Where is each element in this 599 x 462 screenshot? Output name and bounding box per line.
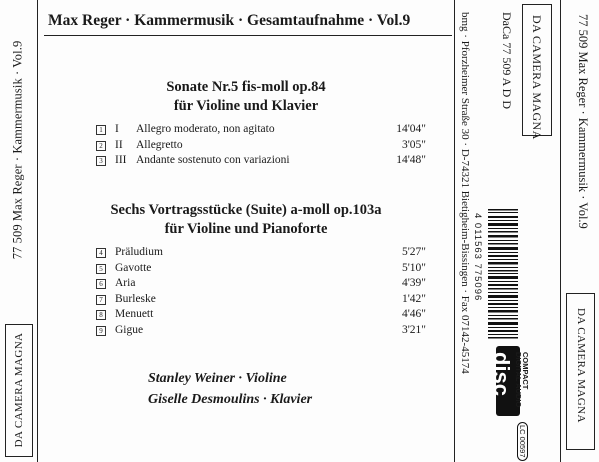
track-number-box: 8	[96, 310, 106, 320]
track-row	[96, 261, 426, 277]
track-row	[96, 323, 426, 339]
track-duration: 4'39"	[401, 277, 426, 289]
work-title-line2: für Violine und Klavier	[173, 98, 319, 114]
track-number-box: 6	[96, 279, 106, 289]
right-panel-divider	[454, 0, 455, 462]
track-row	[96, 122, 426, 138]
work-title-sonata	[38, 78, 454, 116]
main-panel	[38, 0, 454, 462]
track-row	[96, 138, 426, 154]
track-title: Burleske	[115, 292, 156, 305]
track-title: Allegretto	[136, 138, 183, 151]
right-spine-divider	[560, 0, 561, 462]
track-title: Allegro moderato, non agitato	[136, 123, 275, 135]
track-number-box: 2	[96, 141, 106, 151]
barcode	[470, 209, 518, 339]
track-title: Gavotte	[115, 261, 152, 274]
track-title: Gigue	[115, 323, 144, 336]
disc-logo-word: disc	[489, 352, 514, 397]
track-row	[96, 245, 426, 261]
movement-numeral: I	[115, 123, 119, 135]
barcode-number: 4 011563 775096	[472, 213, 483, 302]
track-number-box: 1	[96, 125, 106, 135]
publisher-address: bmg · Pforzheimer Straße 30 · D-74321 Bietigheim-Bissingen · Fax 07142-45174	[459, 12, 471, 374]
compact-disc-logo	[489, 346, 530, 458]
track-duration: 3'21"	[401, 323, 426, 336]
right-spine-label: DA CAMERA MAGNA	[575, 308, 587, 423]
track-list-sonata	[96, 122, 426, 169]
track-title: Andante sostenuto con variazioni	[136, 154, 290, 166]
performer-violin: Stanley Weiner · Violine	[148, 371, 287, 386]
disc-logo-line2: DIGITAL AUDIO	[514, 352, 523, 408]
track-duration: 1'42"	[401, 292, 426, 305]
track-row	[96, 153, 426, 169]
catalog-code: DaCa 77 509 A D D	[500, 12, 514, 109]
track-row	[96, 292, 426, 308]
track-duration: 14'04"	[396, 123, 426, 135]
track-row	[96, 276, 426, 292]
movement-numeral: III	[115, 154, 127, 166]
track-duration: 3'05"	[401, 138, 426, 151]
work-title-line1: Sonate Nr.5 fis-moll op.84	[166, 79, 326, 95]
disc-logo-line1: COMPACT	[521, 352, 530, 390]
track-title: Menuett	[115, 308, 154, 320]
left-spine-label-box	[5, 324, 33, 457]
performers	[148, 368, 312, 410]
left-spine-label: DA CAMERA MAGNA	[13, 332, 25, 448]
track-title: Aria	[115, 277, 136, 289]
track-number-box: 5	[96, 264, 106, 274]
track-number-box: 3	[96, 156, 106, 166]
movement-numeral: II	[115, 138, 123, 151]
performer-piano: Giselle Desmoulins · Klavier	[148, 392, 313, 407]
track-number-box: 9	[96, 326, 106, 336]
track-duration: 5'10"	[401, 261, 426, 274]
track-duration: 14'48"	[396, 154, 426, 166]
track-row	[96, 307, 426, 323]
header-divider	[44, 35, 452, 36]
work-title-line2: für Violine und Pianoforte	[164, 221, 328, 237]
right-spine-label-box	[566, 293, 595, 450]
work-title-suite	[38, 201, 454, 239]
work-title-line1: Sechs Vortragsstücke (Suite) a-moll op.103a	[110, 202, 382, 218]
track-duration: 4'46"	[401, 308, 426, 320]
left-spine	[0, 0, 38, 462]
track-number-box: 7	[96, 295, 106, 305]
lc-code: LC 00597	[517, 422, 528, 461]
left-spine-title: 77 509 Max Reger · Kammermusik · Vol.9	[10, 40, 25, 260]
track-number-box: 4	[96, 248, 106, 258]
track-title: Präludium	[115, 246, 163, 258]
label-box-text: DA CAMERA MAGNA	[530, 15, 544, 140]
right-spine-title: 77 509 Max Reger · Kammermusik · Vol.9	[576, 14, 590, 229]
track-duration: 5'27"	[401, 246, 426, 258]
series-title: Max Reger · Kammermusik · Gesamtaufnahme · Vol.9	[48, 12, 411, 29]
track-list-suite	[96, 245, 426, 338]
label-box	[522, 4, 552, 140]
